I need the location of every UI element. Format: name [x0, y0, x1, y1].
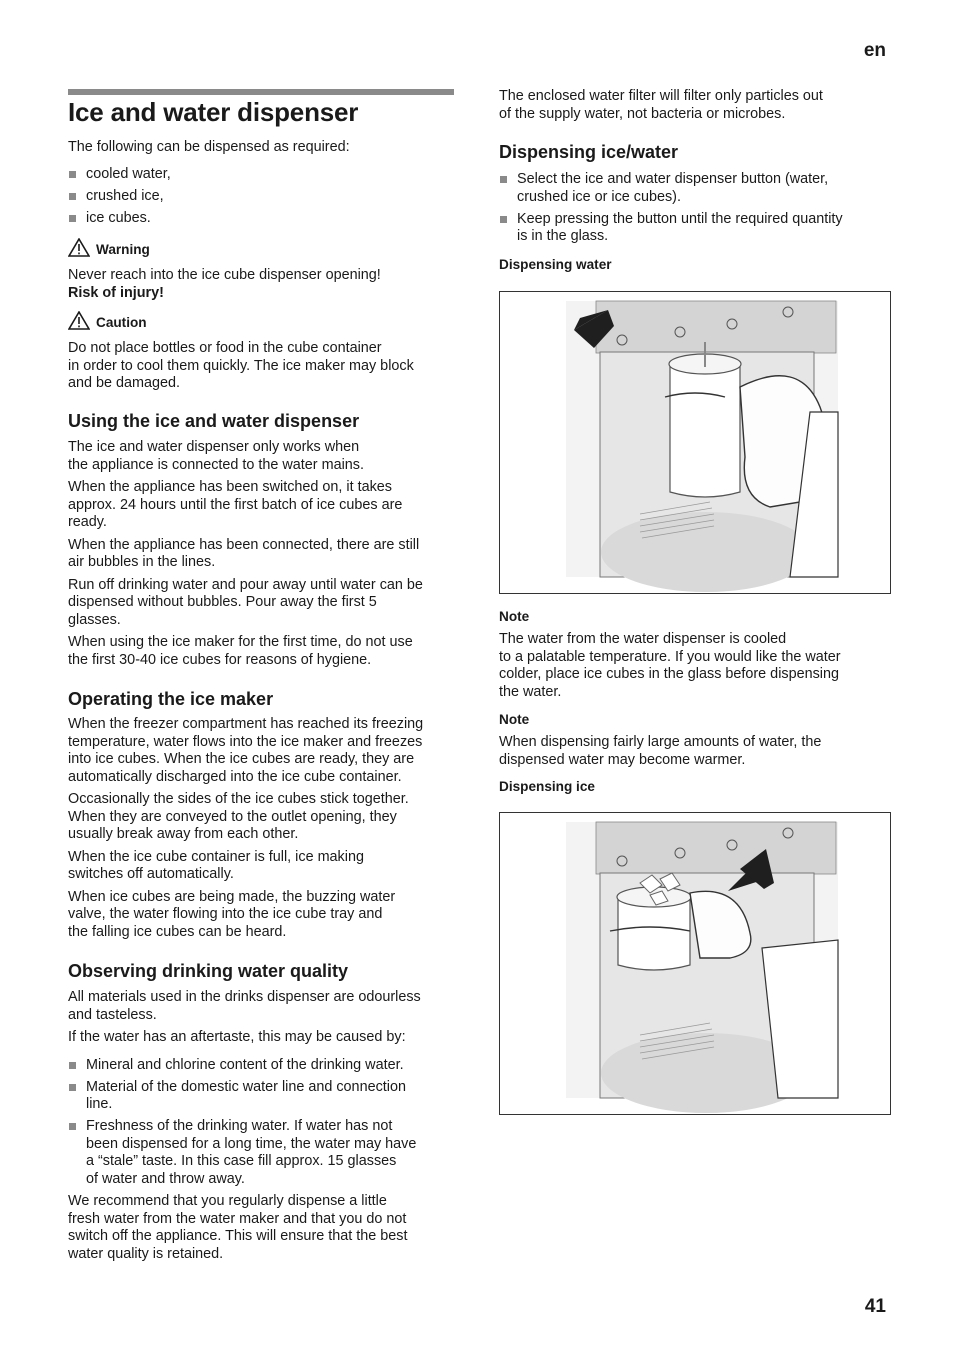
- using-section: [68, 439, 454, 669]
- figure-dispensing-ice: [499, 812, 891, 1115]
- title-rule: [68, 89, 454, 95]
- warning-sentence: Never reach into the ice cube dispenser opening!: [68, 267, 381, 283]
- paragraph: [68, 1193, 454, 1263]
- quality-section: [68, 989, 454, 1263]
- text-line: of water and throw away.: [86, 1170, 245, 1187]
- filter-note: [499, 88, 891, 123]
- list-item: [499, 171, 891, 206]
- text-line: into ice cubes. When the ice cubes are ready, they are: [68, 751, 415, 767]
- list-item: [68, 1057, 454, 1075]
- text-line: Select the ice and water dispenser button (water,: [517, 171, 829, 187]
- text-line: automatically discharged into the ice cube container.: [68, 768, 402, 785]
- paragraph: [68, 634, 454, 669]
- text-line: When the ice cube container is full, ice making: [68, 848, 364, 865]
- text-line: valve, the water flowing into the ice cube tray and: [68, 906, 383, 922]
- caution-icon: [68, 311, 90, 335]
- text-line: colder, place ice cubes in the glass before dispensing: [499, 666, 839, 682]
- text-line: switch off the appliance. This will ensure that the best: [68, 1228, 408, 1244]
- text-line: glasses.: [68, 611, 121, 628]
- figure-dispensing-water: [499, 291, 891, 594]
- text-line: the appliance is connected to the water mains.: [68, 456, 364, 473]
- text-line: the water.: [499, 683, 562, 700]
- list-item: [68, 1079, 454, 1114]
- text-line: usually break away from each other.: [68, 826, 299, 842]
- text-line: Do not place bottles or food in the cube container: [68, 340, 382, 356]
- intro-text: The following can be dispensed as required:: [68, 139, 350, 155]
- paragraph: [68, 439, 454, 474]
- list-item: crushed ice,: [68, 188, 454, 206]
- note1-text: [499, 631, 891, 701]
- section-heading-quality: Observing drinking water quality: [68, 961, 349, 981]
- text-line: in order to cool them quickly. The ice maker may block: [68, 357, 414, 374]
- list-item: [499, 211, 891, 246]
- text-line: All materials used in the drinks dispenser are odourless: [68, 989, 421, 1005]
- warning-label: Warning: [96, 242, 150, 257]
- paragraph: [68, 989, 454, 1024]
- text-line: temperature, water flows into the ice maker and freezes: [68, 733, 423, 750]
- text-line: water quality is retained.: [68, 1245, 224, 1262]
- operating-section: [68, 716, 454, 941]
- text-line: to a palatable temperature. If you would like the water: [499, 648, 841, 665]
- text-line: When ice cubes are being made, the buzzing water: [68, 888, 396, 905]
- text-line: fresh water from the water maker and that you do not: [68, 1210, 407, 1227]
- text-line: The ice and water dispenser only works when: [68, 439, 360, 455]
- warning-heading: [68, 238, 150, 262]
- text-line: is in the glass.: [517, 228, 609, 244]
- text-line: the first 30-40 ice cubes for reasons of hygiene.: [68, 651, 372, 668]
- text-line: Run off drinking water and pour away until water can be: [68, 576, 423, 593]
- text-line: dispensed without bubbles. Pour away the first 5: [68, 594, 377, 610]
- page-title: Ice and water dispenser: [68, 97, 359, 127]
- text-line: When the appliance has been connected, there are still: [68, 536, 420, 553]
- text-line: dispensed water may become warmer.: [499, 751, 746, 768]
- page-number: 41: [864, 1296, 886, 1317]
- text-line: When the freezer compartment has reached its freezing: [68, 716, 424, 732]
- list-item: ice cubes.: [68, 210, 454, 228]
- paragraph: [68, 577, 454, 630]
- warning-emphasis: Risk of injury!: [68, 284, 164, 301]
- list-item: [68, 1118, 454, 1188]
- figure-label-ice: Dispensing ice: [499, 779, 595, 794]
- text-line: the falling ice cubes can be heard.: [68, 923, 287, 940]
- language-code: en: [863, 40, 886, 61]
- text-line: crushed ice or ice cubes).: [517, 188, 681, 205]
- caution-label: Caution: [96, 315, 147, 330]
- text-line: switches off automatically.: [68, 866, 234, 882]
- text-line: When using the ice maker for the first time, do not use: [68, 634, 413, 650]
- text-line: Occasionally the sides of the ice cubes stick together.: [68, 791, 409, 807]
- note1-label: Note: [499, 609, 530, 624]
- paragraph: [68, 791, 454, 844]
- text-line: and tasteless.: [68, 1006, 157, 1023]
- warning-icon: [68, 238, 90, 262]
- text-line: of the supply water, not bacteria or microbes.: [499, 105, 786, 122]
- text-line: and be damaged.: [68, 375, 181, 391]
- text-line: When dispensing fairly large amounts of water, the: [499, 734, 822, 750]
- note2-text: [499, 734, 891, 769]
- note2-label: Note: [499, 712, 530, 727]
- text-line: line.: [86, 1096, 113, 1112]
- text-line: approx. 24 hours until the first batch of ice cubes are: [68, 496, 403, 513]
- text-line: The water from the water dispenser is cooled: [499, 631, 787, 647]
- text-line: Keep pressing the button until the required quantity: [517, 210, 843, 227]
- text-line: We recommend that you regularly dispense a little: [68, 1193, 387, 1209]
- caution-text: [68, 340, 454, 393]
- text-line: a “stale” taste. In this case fill approx. 15 glasses: [86, 1153, 397, 1169]
- paragraph: [68, 479, 454, 532]
- paragraph: If the water has an aftertaste, this may be caused by:: [68, 1029, 406, 1045]
- text-line: When they are conveyed to the outlet opening, they: [68, 808, 397, 825]
- section-heading-using: Using the ice and water dispenser: [68, 411, 360, 431]
- dispenser-water-illustration: [500, 292, 890, 593]
- paragraph: [68, 537, 454, 572]
- dispenser-ice-illustration: [500, 813, 890, 1114]
- text-line: When the appliance has been switched on, it takes: [68, 479, 392, 495]
- text-line: Freshness of the drinking water. If water has not: [86, 1118, 393, 1134]
- section-heading-dispensing: Dispensing ice/water: [499, 142, 679, 162]
- dispensing-steps: [499, 171, 891, 246]
- text-line: air bubbles in the lines.: [68, 554, 216, 570]
- paragraph: [68, 849, 454, 884]
- section-heading-operating: Operating the ice maker: [68, 689, 274, 709]
- warning-text: [68, 267, 454, 302]
- caution-heading: [68, 311, 147, 335]
- figure-label-water: Dispensing water: [499, 257, 612, 272]
- paragraph: [68, 889, 454, 942]
- text-line: been dispensed for a long time, the water may have: [86, 1135, 417, 1152]
- dispense-list: [68, 166, 454, 228]
- text-line: ready.: [68, 514, 107, 530]
- text-line: Material of the domestic water line and connection: [86, 1078, 406, 1095]
- list-item: cooled water,: [68, 166, 454, 184]
- text-line: Mineral and chlorine content of the drinking water.: [86, 1056, 404, 1073]
- paragraph: [68, 716, 454, 786]
- text-line: The enclosed water filter will filter only particles out: [499, 88, 823, 104]
